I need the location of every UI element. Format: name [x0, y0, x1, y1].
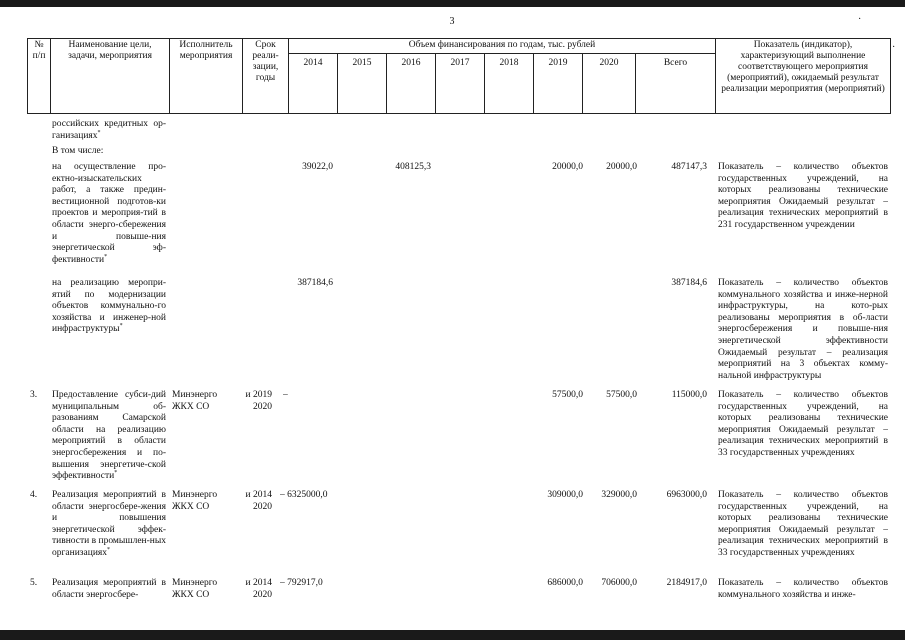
row-value-total: 2184917,0 — [666, 578, 707, 588]
row-value-v2019: 57500,0 — [552, 390, 583, 400]
row-value-v2020: 329000,0 — [601, 490, 637, 500]
header-executor: Исполнитель мероприятия — [169, 38, 243, 114]
header-year-6: 2020 — [582, 53, 636, 114]
row-value-v2020: 20000,0 — [606, 162, 637, 172]
row-value-total: 487147,3 — [671, 162, 707, 172]
top-scan-border — [0, 0, 905, 7]
row-value-2014: – 792917,0 — [280, 578, 323, 588]
row-number: 5. — [30, 578, 38, 588]
row-value-2014: – — [283, 390, 288, 400]
bottom-scan-border — [0, 630, 905, 640]
header-financing: Объем финансирования по годам, тыс. рублей — [288, 38, 716, 54]
header-year-1: 2015 — [337, 53, 387, 114]
row-name: Реализация мероприятий в области энергосбере-жения и повышения энергетической эффек-тивности в промышлен-ных организациях* — [52, 490, 166, 558]
header-year-4: 2018 — [484, 53, 534, 114]
row-term: и 2014 2020 — [245, 490, 272, 512]
header-year-3: 2017 — [435, 53, 485, 114]
header-year-0: 2014 — [288, 53, 338, 114]
row-indicator: Показатель – количество объектов государственных учреждений, на которых реализованы технические мероприятия Ожидаемый результат – реализация технических мероприятий в 231 государственном учреждении — [718, 162, 888, 230]
header-term: Срок реали-зации, годы — [242, 38, 289, 114]
row-value-v2019: 20000,0 — [552, 162, 583, 172]
header-name: Наименование цели, задачи, мероприятия — [50, 38, 170, 114]
row-term: и 2019 2020 — [245, 390, 272, 412]
scan-speck: · — [858, 14, 862, 25]
continuation-text: российских кредитных ор-ганизациях* — [52, 119, 166, 141]
row-executor: Минэнерго ЖКХ СО — [172, 490, 218, 512]
row-value-total: 387184,6 — [671, 278, 707, 288]
header-year-2: 2016 — [386, 53, 436, 114]
page-number: 3 — [449, 16, 455, 27]
row-indicator: Показатель – количество объектов государственных учреждений, на которых реализованы технические мероприятия Ожидаемый результат – реализация технических мероприятий в 33 государственных учреждениях — [718, 490, 888, 558]
row-value-v2019: 686000,0 — [547, 578, 583, 588]
scan-speck: · — [892, 42, 896, 53]
row-indicator: Показатель – количество объектов коммунального хозяйства и инже-нерной инфраструктуры, на кото-рых реализованы мероприятия в об-ласти энергосбережения и повыше-ния энергетической эффективности Ожидаемый результат – реализация мероприятий на 3 объектах комму-нальной инфраструктуры — [718, 278, 888, 381]
row-name: на реализацию меропри-ятий по модернизации объектов коммунально-го хозяйства и инженер-ной инфраструктуры* — [52, 278, 166, 335]
header-year-7: Всего — [635, 53, 716, 114]
row-number: 3. — [30, 390, 38, 400]
row-value-v2020: 706000,0 — [601, 578, 637, 588]
row-value-v2014: 387184,6 — [297, 278, 333, 288]
row-value-v2019: 309000,0 — [547, 490, 583, 500]
header-indicator: Показатель (индикатор), характеризующий выполнение соответствующего мероприятия (мероприятий), ожидаемый результат реализации мероприятия (мероприятий) — [715, 38, 891, 114]
row-value-v2016: 408125,3 — [395, 162, 431, 172]
row-name: Реализация мероприятий в области энергосбере- — [52, 578, 166, 600]
row-executor: Минэнерго ЖКХ СО — [172, 578, 218, 600]
subheading: В том числе: — [52, 146, 104, 156]
row-indicator: Показатель – количество объектов государственных учреждений, на которых реализованы технические мероприятия Ожидаемый результат – реализация технических мероприятий в 33 государственных учреждениях — [718, 390, 888, 458]
row-value-total: 115000,0 — [671, 390, 707, 400]
header-year-5: 2019 — [533, 53, 583, 114]
row-indicator: Показатель – количество объектов коммунального хозяйства и инже- — [718, 578, 888, 600]
row-number: 4. — [30, 490, 38, 500]
header-num: № п/п — [27, 38, 51, 114]
row-value-v2014: 39022,0 — [302, 162, 333, 172]
row-name: на осуществление про-ектно-изыскательских работ, а также предин-вестиционной подготов-ки проектов и мероприя-тий в области энерго-сбережения и повыше-ния энергетической эф-фективности* — [52, 162, 166, 265]
row-value-v2020: 57500,0 — [606, 390, 637, 400]
row-value-2014: – 6325000,0 — [280, 490, 328, 500]
row-executor: Минэнерго ЖКХ СО — [172, 390, 218, 412]
row-value-total: 6963000,0 — [666, 490, 707, 500]
row-term: и 2014 2020 — [245, 578, 272, 600]
row-name: Предоставление субси-дий муниципальным об-разованиям Самарской области на реализацию мероприятий в области энергосбережения и по-вышения энергетиче-ской эффективности* — [52, 390, 166, 482]
